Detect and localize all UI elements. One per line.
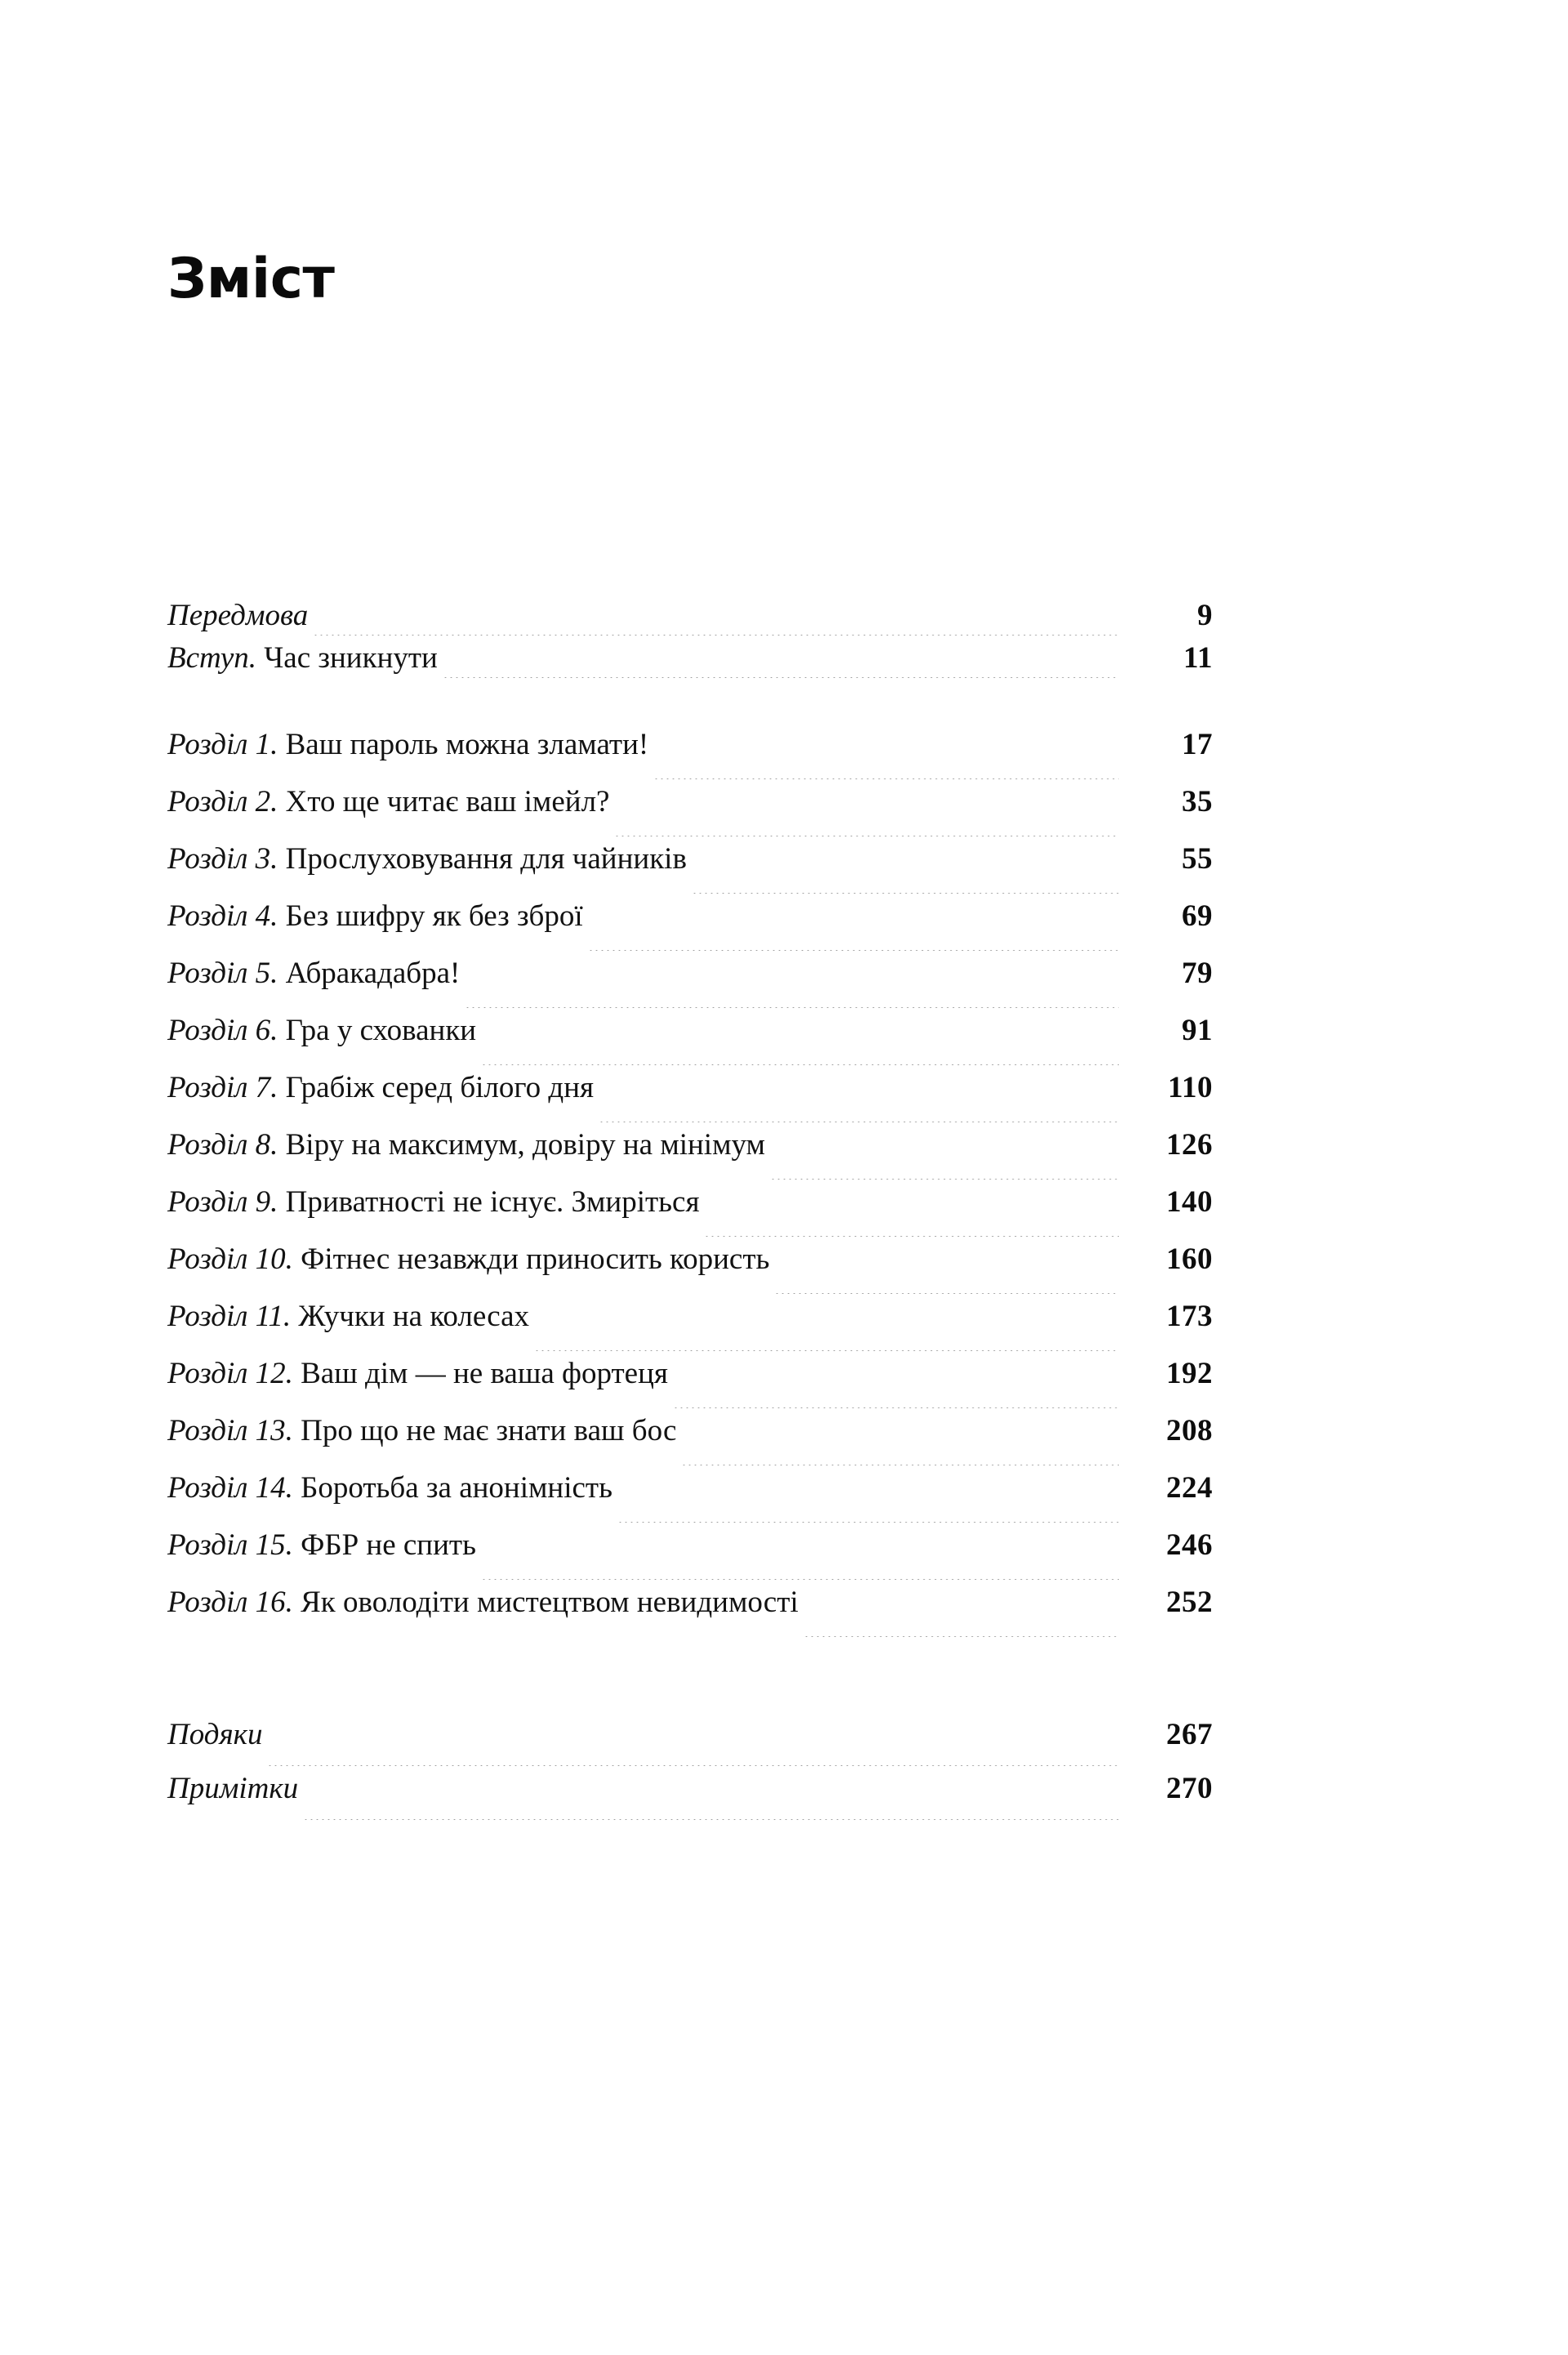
- toc-entry[interactable]: [167, 600, 1213, 643]
- toc-entry-title: ФБР не спить: [292, 1528, 476, 1562]
- toc-entry-title: Хто ще читає ваш імейл?: [278, 785, 610, 818]
- toc-leader-dots: [444, 677, 1119, 678]
- toc-page-number: 91: [1182, 1014, 1213, 1047]
- toc-entry-text: [167, 787, 609, 817]
- toc-entry-text: [167, 1244, 769, 1274]
- toc-page-number: 79: [1182, 957, 1213, 990]
- toc-page-number: 208: [1166, 1414, 1213, 1447]
- toc-entry-label: Розділ 5.: [167, 957, 278, 990]
- toc-entry-text: [167, 643, 438, 673]
- toc-entry-label: Розділ 12.: [167, 1357, 293, 1390]
- toc-entry[interactable]: [167, 1015, 1213, 1073]
- toc-page-number: 35: [1182, 785, 1213, 818]
- toc-leader-dots: [314, 635, 1119, 636]
- toc-entry-text: [167, 1187, 699, 1217]
- toc-page-number: 17: [1182, 728, 1213, 761]
- toc-entry-label: Розділ 14.: [167, 1471, 293, 1505]
- toc-group-back-matter: [167, 1719, 1213, 1827]
- toc-page-number: 11: [1183, 641, 1213, 675]
- toc-entry-text: [167, 1301, 529, 1331]
- toc-entry-label: Подяки: [167, 1718, 263, 1751]
- toc-entry-title: Жучки на колесах: [291, 1300, 530, 1333]
- toc-page-number: 110: [1168, 1071, 1213, 1104]
- toc-group-front-matter: [167, 600, 1213, 685]
- toc-entry-label: Розділ 8.: [167, 1128, 278, 1162]
- toc-entry-text: [167, 1530, 476, 1560]
- toc-entry-text: [167, 1073, 594, 1103]
- toc-entry-title: Як оволодіти мистецтвом невидимості: [292, 1586, 799, 1619]
- toc-entry[interactable]: [167, 958, 1213, 1015]
- toc-page-number: 126: [1166, 1128, 1213, 1162]
- toc-entry[interactable]: [167, 1530, 1213, 1587]
- toc-page-number: 55: [1182, 842, 1213, 876]
- toc-entry-text: [167, 958, 460, 988]
- toc-entry-label: Примітки: [167, 1772, 299, 1805]
- toc-leader-dots: [619, 1522, 1119, 1523]
- toc-entry-label: Розділ 7.: [167, 1071, 278, 1104]
- toc-entry[interactable]: [167, 1187, 1213, 1244]
- toc-leader-dots: [776, 1293, 1119, 1294]
- toc-page-number: 270: [1166, 1772, 1213, 1805]
- toc-page-number: 160: [1166, 1242, 1213, 1276]
- toc-entry-label: Передмова: [167, 599, 309, 632]
- toc-page-number: 192: [1166, 1357, 1213, 1390]
- toc-leader-dots: [466, 1007, 1119, 1008]
- toc-entry[interactable]: [167, 1130, 1213, 1187]
- toc-entry-title: Ваш дім — не ваша фортеця: [292, 1357, 668, 1390]
- toc-entry-label: Вступ.: [167, 641, 256, 675]
- toc-entry-title: Гра у схованки: [278, 1014, 477, 1047]
- toc-page-number: 173: [1166, 1300, 1213, 1333]
- toc-entry-label: Розділ 6.: [167, 1014, 278, 1047]
- toc-entry[interactable]: [167, 729, 1213, 787]
- toc-leader-dots: [590, 950, 1119, 951]
- toc-entry-label: Розділ 10.: [167, 1242, 293, 1276]
- toc-entry-label: Розділ 2.: [167, 785, 278, 818]
- toc-entry-title: Без шифру як без зброї: [278, 899, 583, 933]
- toc-entry-text: [167, 901, 583, 931]
- toc-leader-dots: [772, 1179, 1119, 1180]
- toc-entry-text: [167, 1719, 262, 1750]
- toc-leader-dots: [655, 778, 1119, 779]
- toc-entry-text: [167, 1358, 668, 1389]
- toc-entry-text: [167, 1130, 765, 1160]
- toc-leader-dots: [706, 1236, 1119, 1237]
- toc-page-number: 267: [1166, 1718, 1213, 1751]
- toc-entry[interactable]: [167, 1719, 1213, 1773]
- toc-group-spacer: [167, 685, 1213, 729]
- toc-entry-text: [167, 600, 308, 631]
- toc-entry-label: Розділ 11.: [167, 1300, 292, 1333]
- toc-entry[interactable]: [167, 643, 1213, 685]
- toc-leader-dots: [693, 893, 1119, 894]
- toc-entry-text: [167, 1473, 612, 1503]
- toc-entry-text: [167, 729, 648, 760]
- toc-entry-text: [167, 844, 687, 874]
- toc-page-number: 224: [1166, 1471, 1213, 1505]
- toc-leader-dots: [483, 1579, 1119, 1580]
- toc-entry[interactable]: [167, 1301, 1213, 1358]
- toc-page-number: 9: [1197, 599, 1213, 632]
- toc-leader-dots: [483, 1064, 1119, 1065]
- toc-leader-dots: [675, 1407, 1119, 1408]
- toc-entry-text: [167, 1015, 476, 1046]
- toc-entry-label: Розділ 15.: [167, 1528, 293, 1562]
- toc-entry[interactable]: [167, 1773, 1213, 1827]
- toc-entry-title: Боротьба за анонімність: [292, 1471, 612, 1505]
- toc-entry[interactable]: [167, 1473, 1213, 1530]
- toc-entry[interactable]: [167, 1073, 1213, 1130]
- toc-leader-dots: [305, 1819, 1119, 1820]
- toc-entry-label: Розділ 9.: [167, 1185, 278, 1219]
- toc-entry-title: Про що не має знати ваш бос: [292, 1414, 677, 1447]
- toc-entry-title: Віру на максимум, довіру на мінімум: [278, 1128, 765, 1162]
- toc-entry-title: Абракадабра!: [278, 957, 461, 990]
- toc-leader-dots: [269, 1765, 1119, 1766]
- toc-entry-label: Розділ 4.: [167, 899, 278, 933]
- toc-page-number: 140: [1166, 1185, 1213, 1219]
- toc-entry-label: Розділ 3.: [167, 842, 278, 876]
- toc-entry[interactable]: [167, 844, 1213, 901]
- toc-entry-label: Розділ 1.: [167, 728, 278, 761]
- toc-entry[interactable]: [167, 1358, 1213, 1416]
- toc-entry-title: Ваш пароль можна зламати!: [278, 728, 649, 761]
- toc-entry[interactable]: [167, 901, 1213, 958]
- toc-group-spacer: [167, 1644, 1213, 1719]
- toc-entry[interactable]: [167, 1587, 1213, 1644]
- toc-leader-dots: [805, 1636, 1119, 1637]
- toc-entry[interactable]: [167, 1244, 1213, 1301]
- toc-entry-title: Грабіж серед білого дня: [278, 1071, 595, 1104]
- toc-entry-text: [167, 1416, 676, 1446]
- page-title: Зміст: [167, 246, 335, 311]
- toc-entry-title: Прослуховування для чайників: [278, 842, 687, 876]
- toc-entry[interactable]: [167, 1416, 1213, 1473]
- toc-entry-text: [167, 1587, 799, 1617]
- toc-page-number: 252: [1166, 1586, 1213, 1619]
- toc-list: [167, 600, 1213, 1827]
- toc-entry-label: Розділ 16.: [167, 1586, 293, 1619]
- toc-entry-label: Розділ 13.: [167, 1414, 293, 1447]
- toc-entry[interactable]: [167, 787, 1213, 844]
- toc-group-chapters: [167, 729, 1213, 1644]
- toc-entry-text: [167, 1773, 298, 1804]
- toc-entry-title: Час зникнути: [256, 641, 438, 675]
- toc-page-number: 246: [1166, 1528, 1213, 1562]
- toc-entry-title: Приватності не існує. Змиріться: [278, 1185, 700, 1219]
- toc-page-number: 69: [1182, 899, 1213, 933]
- toc-entry-title: Фітнес незавжди приносить користь: [292, 1242, 770, 1276]
- toc-leader-dots: [536, 1350, 1119, 1351]
